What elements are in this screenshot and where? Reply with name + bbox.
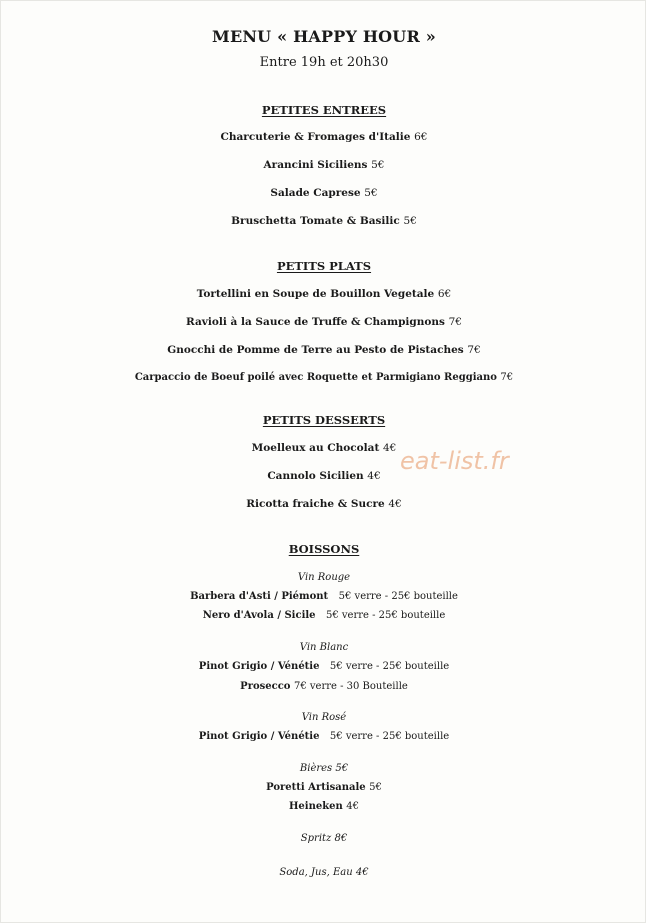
- menu-item: [1, 344, 646, 356]
- item-name: Moelleux au Chocolat: [251, 442, 380, 454]
- category-vin-blanc: Vin Blanc: [299, 642, 349, 653]
- drink-price: 4€: [346, 801, 360, 812]
- drink-price: 5€ verre - 25€ bouteille: [325, 610, 446, 621]
- drink-name: Pinot Grigio / Vénétie: [198, 731, 320, 742]
- category-vin-rouge: Vin Rouge: [297, 572, 351, 583]
- drink-name: Heineken: [288, 801, 343, 812]
- item-name: Carpaccio de Boeuf poilé avec Roquette et Parmigiano Reggiano: [134, 372, 497, 383]
- item-price: 4€: [367, 470, 381, 482]
- drink-name: Pinot Grigio / Vénétie: [198, 661, 320, 672]
- item-name: Ricotta fraiche & Sucre: [246, 498, 385, 510]
- category-soda-jus-eau: Soda, Jus, Eau 4€: [279, 867, 369, 878]
- drink-price: 5€ verre - 25€ bouteille: [329, 731, 450, 742]
- menu-item: [1, 498, 646, 510]
- item-price: 4€: [382, 442, 397, 454]
- item-price: 5€: [403, 215, 417, 227]
- drink-price: 5€ verre - 25€ bouteille: [329, 661, 450, 672]
- item-price: 5€: [371, 159, 385, 171]
- drink-item: [1, 610, 646, 621]
- drink-name: Barbera d'Asti / Piémont: [190, 591, 329, 602]
- drink-name: Prosecco: [240, 681, 291, 692]
- drink-item: [1, 591, 646, 602]
- menu-item: [1, 159, 646, 171]
- menu-item: [1, 316, 646, 328]
- item-price: 6€: [414, 131, 428, 143]
- menu-item: [1, 470, 646, 482]
- menu-item: [1, 131, 646, 143]
- item-name: Tortellini en Soupe de Bouillon Vegetale: [196, 288, 435, 300]
- item-name: Cannolo Sicilien: [267, 470, 364, 482]
- section-heading-petits-desserts: PETITS DESSERTS: [262, 413, 386, 427]
- section-heading-boissons: BOISSONS: [288, 542, 360, 556]
- item-price: 5€: [364, 187, 378, 199]
- item-name: Ravioli à la Sauce de Truffe & Champignons: [186, 316, 445, 328]
- item-name: Bruschetta Tomate & Basilic: [231, 215, 400, 227]
- section-heading-petits-plats: PETITS PLATS: [276, 259, 372, 273]
- item-price: 6€: [437, 288, 452, 300]
- item-name: Gnocchi de Pomme de Terre au Pesto de Pistaches: [167, 344, 464, 356]
- drink-price: 7€ verre - 30 Bouteille: [293, 681, 408, 692]
- section-heading-petites-entrees: PETITES ENTREES: [261, 103, 387, 117]
- drink-item: [1, 681, 646, 692]
- drink-item: [1, 731, 646, 742]
- drink-item: [1, 782, 646, 793]
- drink-item: [1, 801, 646, 812]
- menu-title: MENU « HAPPY HOUR »: [212, 27, 436, 46]
- item-price: 7€: [467, 344, 481, 356]
- item-price: 4€: [388, 498, 402, 510]
- menu-item: [1, 187, 646, 199]
- item-price: 7€: [448, 316, 462, 328]
- drink-item: [1, 661, 646, 672]
- drink-name: Poretti Artisanale: [266, 782, 366, 793]
- eat-list-watermark: eat-list.fr: [400, 447, 509, 475]
- drink-name: Nero d'Avola / Sicile: [202, 610, 316, 621]
- category-bieres: Bières 5€: [299, 763, 349, 774]
- menu-subtitle: Entre 19h et 20h30: [259, 55, 389, 70]
- menu-item: [1, 442, 646, 454]
- drink-price: 5€: [369, 782, 382, 793]
- drink-price: 5€ verre - 25€ bouteille: [338, 591, 458, 602]
- menu-item: [1, 215, 646, 227]
- item-name: Arancini Siciliens: [263, 159, 368, 171]
- category-spritz: Spritz 8€: [300, 833, 348, 844]
- item-name: Charcuterie & Fromages d'Italie: [220, 131, 411, 143]
- category-vin-rose: Vin Rosé: [301, 712, 347, 723]
- item-price: 7€: [500, 372, 514, 383]
- menu-item: [1, 372, 646, 383]
- item-name: Salade Caprese: [270, 187, 361, 199]
- menu-item: [1, 288, 646, 300]
